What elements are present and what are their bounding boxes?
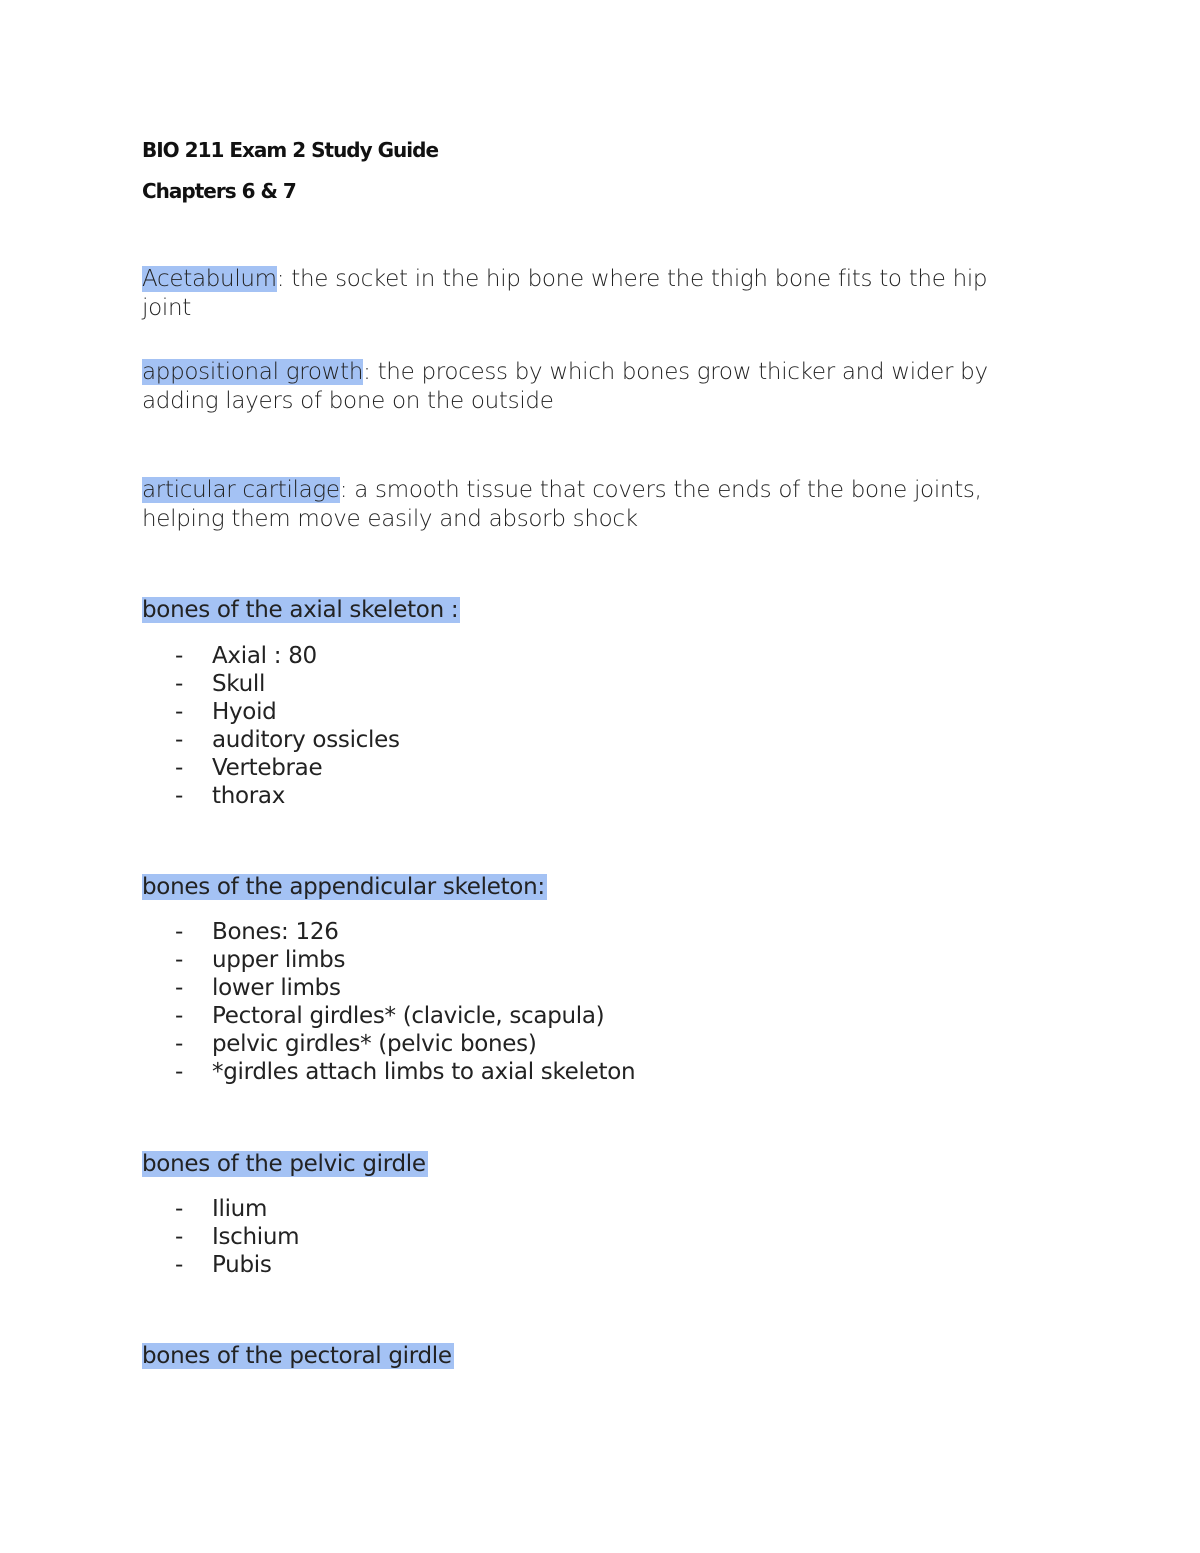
- document-subtitle: Chapters 6 & 7: [142, 179, 296, 203]
- definition-entry: [142, 476, 1042, 534]
- dash-marker: -: [175, 975, 183, 1001]
- dash-marker: -: [175, 947, 183, 973]
- dash-marker: -: [175, 1059, 183, 1085]
- section-heading: [142, 1342, 454, 1371]
- definition-entry: [142, 265, 1042, 323]
- bullet-list: [142, 918, 635, 1086]
- dash-marker: -: [175, 919, 183, 945]
- dash-marker: -: [175, 643, 183, 669]
- dash-marker: -: [175, 699, 183, 725]
- bullet-list: [142, 642, 400, 810]
- section-heading: [142, 1150, 428, 1179]
- list-item: - Axial : 80: [175, 643, 317, 669]
- list-item: - *girdles attach limbs to axial skeleton: [175, 1059, 636, 1085]
- list-item: - thorax: [175, 783, 286, 809]
- section-heading: [142, 873, 547, 902]
- dash-marker: -: [175, 755, 183, 781]
- list-item: - Vertebrae: [175, 755, 323, 781]
- list-item: - pelvic girdles* (pelvic bones): [175, 1031, 537, 1057]
- dash-marker: -: [175, 1252, 183, 1278]
- list-item: - Pubis: [175, 1252, 272, 1278]
- list-item: - lower limbs: [175, 975, 341, 1001]
- dash-marker: -: [175, 1031, 183, 1057]
- bullet-list: [142, 1195, 299, 1279]
- definition-text: : a smooth tissue that covers the ends of the bone joints, helping them move easily and absorb shock: [142, 477, 982, 532]
- heading-highlight: bones of the pelvic girdle: [142, 1151, 426, 1177]
- heading-highlight: bones of the axial skeleton :: [142, 597, 459, 623]
- definition-entry: [142, 358, 1042, 416]
- term-highlight: articular cartilage: [142, 477, 340, 503]
- definition-text: : the socket in the hip bone where the thigh bone fits to the hip joint: [142, 266, 988, 321]
- list-item: - upper limbs: [175, 947, 346, 973]
- dash-marker: -: [175, 1196, 183, 1222]
- list-item: - Pectoral girdles* (clavicle, scapula): [175, 1003, 605, 1029]
- dash-marker: -: [175, 1224, 183, 1250]
- dash-marker: -: [175, 671, 183, 697]
- dash-marker: -: [175, 783, 183, 809]
- term-highlight: Acetabulum: [142, 266, 277, 292]
- dash-marker: -: [175, 727, 183, 753]
- dash-marker: -: [175, 1003, 183, 1029]
- document-title: BIO 211 Exam 2 Study Guide: [142, 138, 439, 162]
- heading-highlight: bones of the pectoral girdle: [142, 1343, 452, 1369]
- list-item: - Ischium: [175, 1224, 300, 1250]
- section-heading: [142, 596, 460, 625]
- list-item: - auditory ossicles: [175, 727, 400, 753]
- definition-text: : the process by which bones grow thicker and wider by adding layers of bone on the outside: [142, 359, 988, 414]
- list-item: - Skull: [175, 671, 266, 697]
- list-item: - Bones: 126: [175, 919, 339, 945]
- list-item: - Ilium: [175, 1196, 268, 1222]
- list-item: - Hyoid: [175, 699, 277, 725]
- term-highlight: appositional growth: [142, 359, 364, 385]
- heading-highlight: bones of the appendicular skeleton:: [142, 874, 545, 900]
